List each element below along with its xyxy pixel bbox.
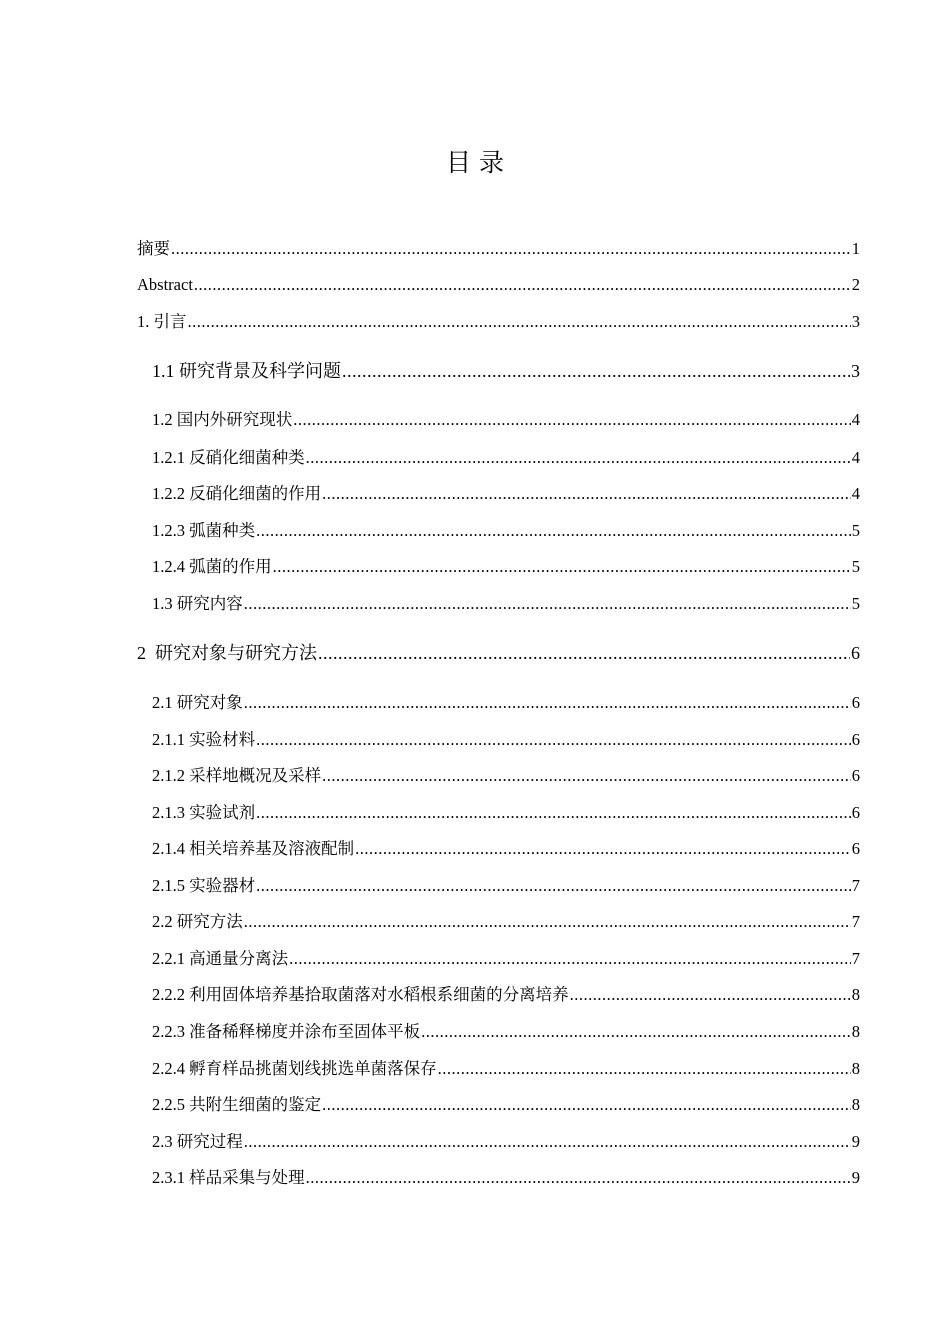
toc-entry-page: 5 [851, 594, 860, 613]
toc-entry-label: 2.2.1 高通量分离法 [152, 949, 289, 968]
toc-entry[interactable] [152, 360, 860, 382]
toc-entry[interactable] [152, 838, 860, 860]
toc-entry-page: 5 [851, 521, 860, 540]
dot-leader [293, 409, 851, 431]
toc-entry-label: 2.2.4 孵育样品挑菌划线挑选单菌落保存 [152, 1059, 437, 1078]
toc-entry-label: 2.1 研究对象 [152, 693, 243, 712]
dot-leader [171, 238, 851, 260]
toc-entry-page: 3 [851, 361, 860, 381]
toc-entry-label: 1.2.4 弧菌的作用 [152, 557, 272, 576]
toc-entry[interactable] [152, 409, 860, 431]
toc-entry-page: 8 [851, 1022, 860, 1041]
toc-entry-label: 1.2.3 弧菌种类 [152, 521, 256, 540]
toc-entry-page: 4 [851, 484, 860, 503]
toc-entry[interactable] [137, 642, 860, 664]
toc-entry[interactable] [152, 520, 860, 542]
toc-entry-page: 6 [851, 839, 860, 858]
toc-entry-page: 9 [851, 1168, 860, 1187]
toc-entry-label: 1.2.2 反硝化细菌的作用 [152, 484, 322, 503]
toc-entry-label: 1.1 研究背景及科学问题 [152, 361, 341, 381]
page-title: 目 录 [446, 148, 504, 177]
toc-entry[interactable] [152, 556, 860, 578]
toc-entry-label: 1.2 国内外研究现状 [152, 410, 293, 429]
dot-leader [244, 593, 851, 615]
dot-leader [256, 520, 851, 542]
toc-entry-label: 2.1.1 实验材料 [152, 730, 256, 749]
toc-entry-label: 2.1.3 实验试剂 [152, 803, 256, 822]
toc-entry-label: 2.2.2 利用固体培养基拾取菌落对水稻根系细菌的分离培养 [152, 985, 569, 1004]
toc-entry-label: 2.1.5 实验器材 [152, 876, 256, 895]
toc-entry[interactable] [137, 311, 860, 333]
toc-entry-label: 2.2 研究方法 [152, 912, 243, 931]
toc-entry[interactable] [152, 1167, 860, 1189]
toc-entry-page: 6 [851, 643, 860, 663]
dot-leader [256, 729, 851, 751]
toc-entry-page: 6 [851, 766, 860, 785]
toc-entry[interactable] [152, 1021, 860, 1043]
dot-leader [256, 875, 851, 897]
dot-leader [342, 360, 850, 382]
toc-entry-page: 8 [851, 1095, 860, 1114]
toc-entry-label: 2.1.2 采样地概况及采样 [152, 766, 322, 785]
toc-entry[interactable] [152, 948, 860, 970]
toc-entry-label: 1. 引言 [137, 312, 187, 331]
toc-entry-label: 2.3.1 样品采集与处理 [152, 1168, 305, 1187]
toc-entry-page: 6 [851, 803, 860, 822]
dot-leader [244, 1131, 851, 1153]
dot-leader [421, 1021, 851, 1043]
toc-entry-label: 1.2.1 反硝化细菌种类 [152, 448, 305, 467]
toc-entry-page: 9 [851, 1132, 860, 1151]
toc-entry-page: 2 [851, 275, 860, 294]
dot-leader [318, 642, 850, 664]
toc-entry[interactable] [152, 1058, 860, 1080]
toc-entry-page: 1 [851, 239, 860, 258]
toc-entry[interactable] [137, 238, 860, 260]
toc-entry-page: 6 [851, 693, 860, 712]
toc-entry-page: 4 [851, 410, 860, 429]
dot-leader [244, 911, 851, 933]
toc-entry[interactable] [152, 1094, 860, 1116]
dot-leader [273, 556, 851, 578]
toc-entry-page: 3 [851, 312, 860, 331]
dot-leader [256, 802, 851, 824]
toc-entry-page: 7 [851, 949, 860, 968]
toc-entry[interactable] [152, 1131, 860, 1153]
toc-entry[interactable] [152, 593, 860, 615]
dot-leader [306, 1167, 851, 1189]
dot-leader [355, 838, 851, 860]
toc-entry-label: 2.2.5 共附生细菌的鉴定 [152, 1095, 322, 1114]
dot-leader [306, 447, 851, 469]
toc-entry-label: 2 研究对象与研究方法 [137, 643, 317, 663]
toc-entry-label: Abstract [137, 275, 193, 294]
toc-entry-label: 1.3 研究内容 [152, 594, 243, 613]
dot-leader [322, 483, 851, 505]
toc-entry-label: 2.2.3 准备稀释梯度并涂布至固体平板 [152, 1022, 421, 1041]
toc-entry-page: 4 [851, 448, 860, 467]
toc-entry-label: 摘要 [137, 239, 170, 258]
dot-leader [289, 948, 851, 970]
toc-entry[interactable] [152, 802, 860, 824]
toc-entry[interactable] [152, 729, 860, 751]
dot-leader [438, 1058, 851, 1080]
toc-entry[interactable] [152, 875, 860, 897]
toc-entry[interactable] [152, 911, 860, 933]
dot-leader [322, 765, 851, 787]
toc-entry[interactable] [152, 765, 860, 787]
dot-leader [194, 274, 851, 296]
toc-entry-label: 2.3 研究过程 [152, 1132, 243, 1151]
dot-leader [188, 311, 851, 333]
toc-entry[interactable] [152, 483, 860, 505]
toc-entry[interactable] [137, 274, 860, 296]
toc-entry[interactable] [152, 692, 860, 714]
toc-entry-page: 7 [851, 876, 860, 895]
toc-entry-label: 2.1.4 相关培养基及溶液配制 [152, 839, 355, 858]
toc-entry[interactable] [152, 984, 860, 1006]
toc-entry-page: 7 [851, 912, 860, 931]
dot-leader [570, 984, 851, 1006]
toc-entry-page: 5 [851, 557, 860, 576]
dot-leader [244, 692, 851, 714]
dot-leader [322, 1094, 851, 1116]
toc-entry-page: 6 [851, 730, 860, 749]
toc-entry-page: 8 [851, 1059, 860, 1078]
toc-entry[interactable] [152, 447, 860, 469]
toc-entry-page: 8 [851, 985, 860, 1004]
